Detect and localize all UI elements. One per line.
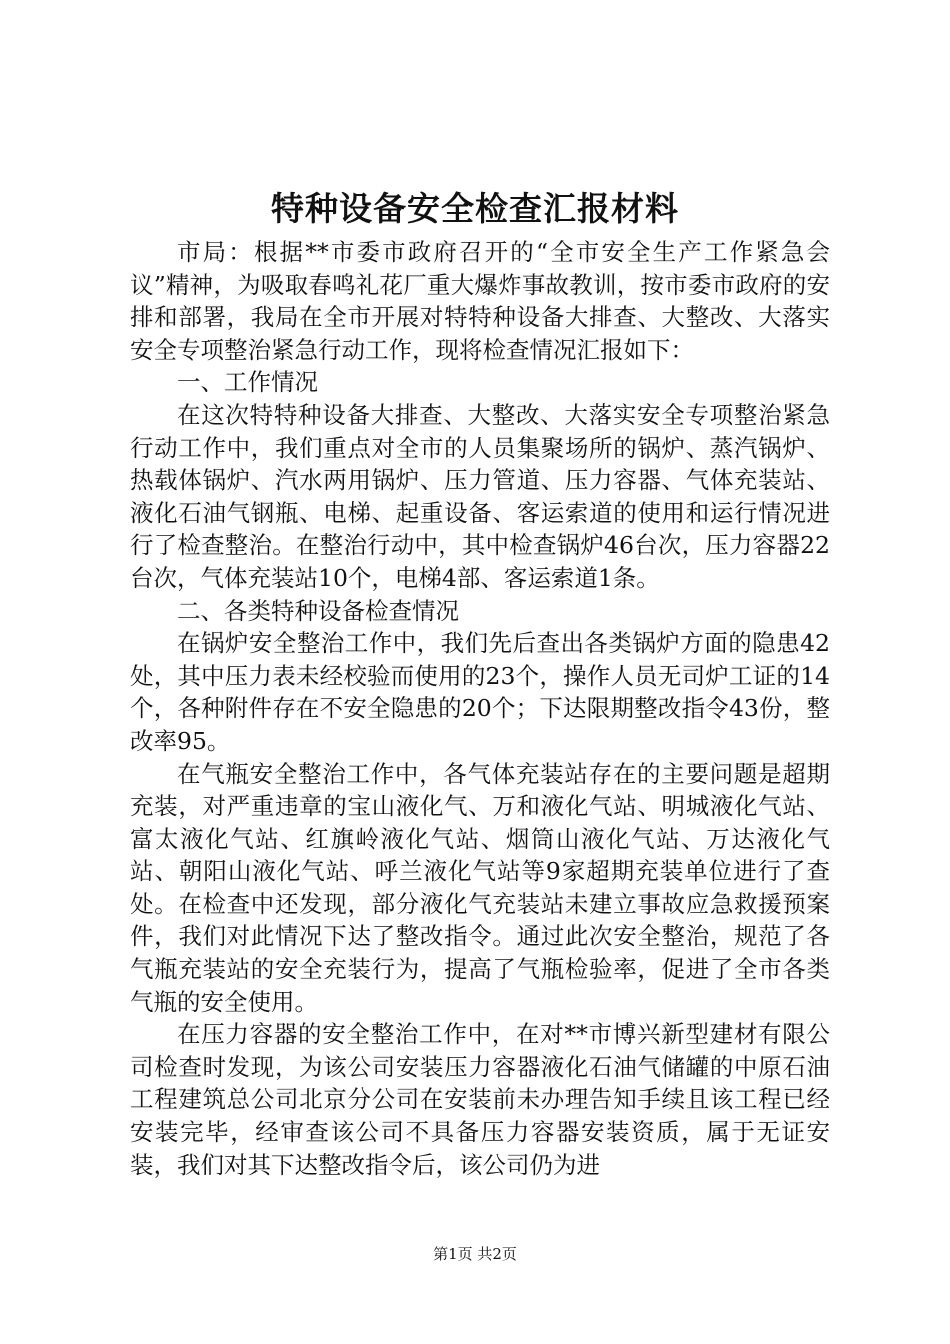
paragraph-work: 在这次特特种设备大排查、大整改、大落实安全专项整治紧急行动工作中，我们重点对全市的人员集聚场所的锅炉、蒸汽锅炉、热载体锅炉、汽水两用锅炉、压力管道、压力容器、气体充装站、液化石油气钢瓶、电梯、起重设备、客运索道的使用和运行情况进行了检查整治。在整治行动中，其中检查锅炉46台次，压力容器22台次，气体充装站10个，电梯4部、客运索道1条。 <box>130 400 830 592</box>
paragraph-boiler: 在锅炉安全整治工作中，我们先后查出各类锅炉方面的隐患42处，其中压力表未经校验而使用的23个，操作人员无司炉工证的14个，各种附件存在不安全隐患的20个；下达限期整改指令43份，整改率95。 <box>130 629 830 755</box>
document-title: 特种设备安全检查汇报材料 <box>271 189 679 228</box>
section-heading-inspection: 二、各类特种设备检查情况 <box>177 596 459 625</box>
paragraph-pressure-vessel: 在压力容器的安全整治工作中，在对**市博兴新型建材有限公司检查时发现，为该公司安装压力容器液化石油气储罐的中原石油工程建筑总公司北京分公司在安装前未办理告知手续且该工程已经安装完毕，经审查该公司不具备压力容器安装资质，属于无证安装，我们对其下达整改指令后，该公司仍为进 <box>130 1020 830 1179</box>
paragraph-intro: 市局：根据**市委市政府召开的“全市安全生产工作紧急会议”精神，为吸取春鸣礼花厂重大爆炸事故教训，按市委市政府的安排和部署，我局在全市开展对特特种设备大排查、大整改、大落实安全专项整治紧急行动工作，现将检查情况汇报如下： <box>130 238 830 364</box>
section-heading-work: 一、工作情况 <box>177 368 318 397</box>
page-number-footer: 第1页 共2页 <box>433 1245 517 1263</box>
document-body <box>130 236 830 1181</box>
paragraph-gas-cylinder: 在气瓶安全整治工作中，各气体充装站存在的主要问题是超期充装，对严重违章的宝山液化气、万和液化气站、明城液化气站、富太液化气站、红旗岭液化气站、烟筒山液化气站、万达液化气站、朝阳山液化气站、呼兰液化气站等9家超期充装单位进行了查处。在检查中还发现，部分液化气充装站未建立事故应急救援预案件，我们对此情况下达了整改指令。通过此次安全整治，规范了各气瓶充装站的安全充装行为，提高了气瓶检验率，促进了全市各类气瓶的安全使用。 <box>130 759 830 1016</box>
